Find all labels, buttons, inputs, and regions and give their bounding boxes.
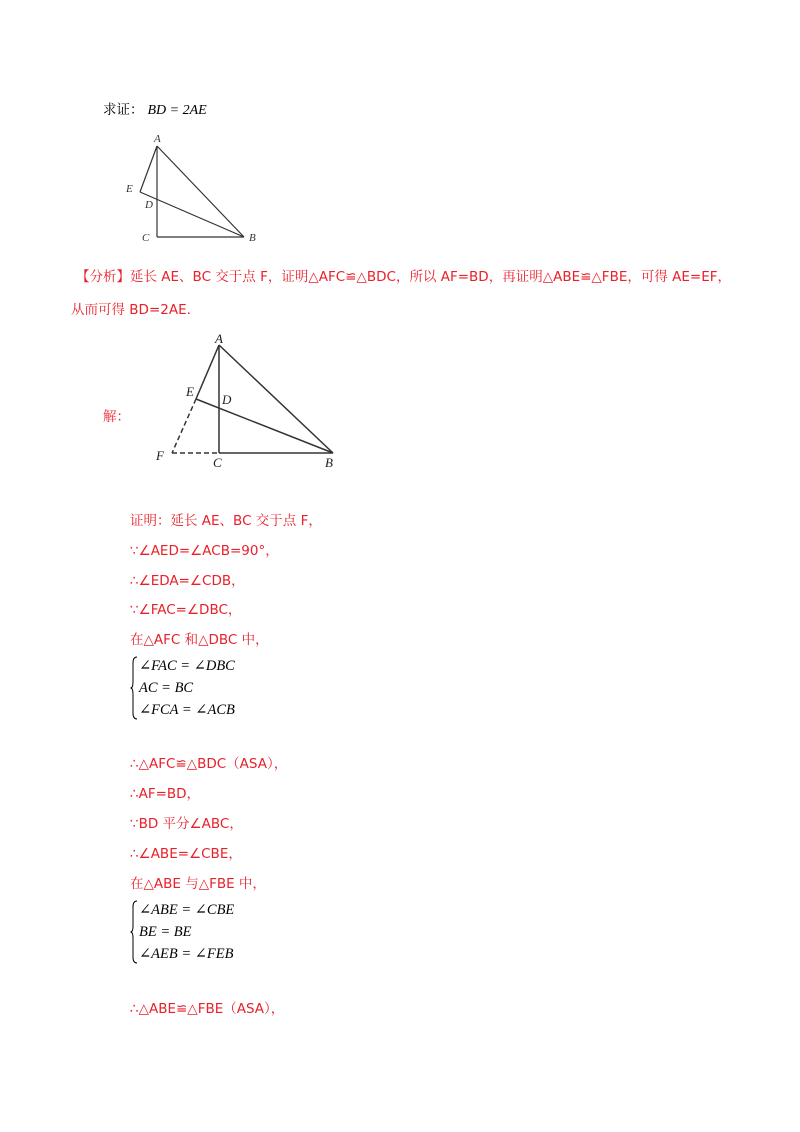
proof-line-9: ∴∠ABE=∠CBE， [130,846,242,862]
analysis-tag: 【分析】 [76,269,130,285]
prove-label: 求证： [103,102,144,118]
proof-line-7: ∴AF=BD， [130,786,201,802]
system1-eq-1: ∠FAC = ∠DBC [139,658,235,674]
equation-system-1 [130,655,290,721]
proof-line-1: 证明：延长 AE、BC 交于点 F， [130,513,322,529]
fig2-line-EF-dashed [172,399,196,453]
fig2-label-C: C [213,455,222,470]
analysis-text-1: 延长 AE、BC 交于点 F，证明△AFC≌△BDC，所以 AF=BD，再证明△ABE≌△FBE，可得 AE=EF， [130,269,732,285]
fig1-label-D: D [145,199,153,211]
figure-1-triangle [120,128,270,248]
brace-icon [130,899,138,965]
fig2-label-A: A [215,331,223,346]
proof-line-4: ∵∠FAC=∠DBC， [130,602,242,618]
proof-line-2: ∵∠AED=∠ACB=90°， [130,543,279,559]
fig1-line-EB [140,192,244,237]
fig1-label-A: A [154,133,161,145]
fig2-line-AE [196,345,219,399]
fig1-label-E: E [126,183,133,195]
brace-icon [130,655,138,721]
proof-line-5: 在△AFC 和△DBC 中， [130,632,269,648]
analysis-line-2: 从而可得 BD=2AE. [71,302,191,318]
fig2-line-EB [196,399,333,453]
proof-line-10: 在△ABE 与△FBE 中， [130,876,266,892]
system2-eq-3: ∠AEB = ∠FEB [139,946,234,962]
fig2-label-E: E [186,384,194,399]
fig1-label-C: C [142,232,150,244]
prove-statement: BD = 2AE [147,103,207,118]
system2-eq-2: BE = BE [139,924,192,940]
analysis-line-1 [76,265,731,285]
fig2-label-D: D [222,392,232,407]
fig2-label-B: B [325,455,333,470]
prove-line [103,98,207,119]
equation-system-2 [130,899,290,965]
fig2-label-F: F [156,448,164,463]
figure-2-triangle [150,330,350,475]
system1-eq-2: AC = BC [139,680,194,696]
solution-label: 解： [103,409,130,425]
system1-eq-3: ∠FCA = ∠ACB [139,702,235,718]
proof-line-3: ∴∠EDA=∠CDB， [130,573,245,589]
fig1-line-AE [140,146,157,192]
fig1-line-AB [157,146,244,237]
fig2-line-AB [219,345,333,453]
proof-line-6: ∴△AFC≌△BDC（ASA）， [130,756,288,772]
fig1-label-B: B [249,232,256,244]
system2-eq-1: ∠ABE = ∠CBE [139,902,235,918]
proof-line-11: ∴△ABE≌△FBE（ASA）， [130,1001,285,1017]
proof-line-8: ∵BD 平分∠ABC， [130,816,243,832]
